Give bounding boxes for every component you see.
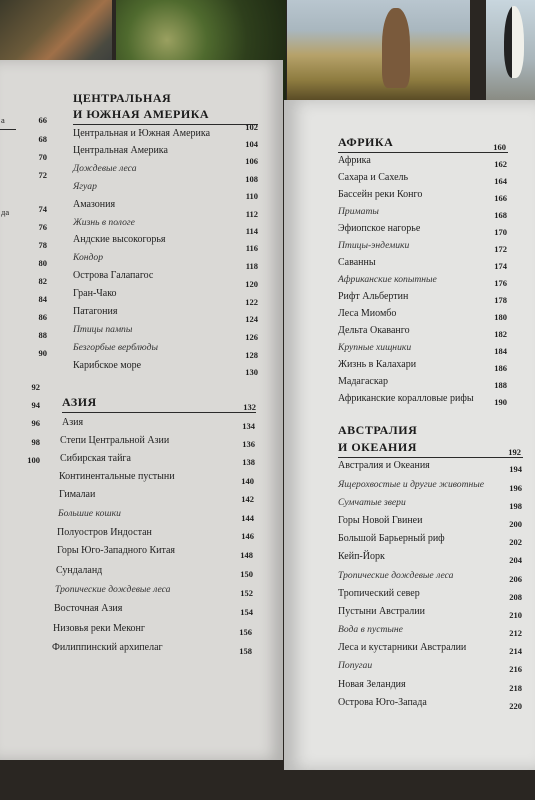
toc-entry-page: 142	[241, 494, 254, 504]
toc-entry-page: 164	[494, 176, 507, 186]
toc-entry-label: Дождевые леса	[73, 163, 137, 174]
toc-entry-page: 166	[494, 193, 507, 203]
toc-entry-label: Рифт Альбертин	[338, 291, 409, 302]
toc-entry-page: 176	[494, 278, 507, 288]
toc-entry-page: 144	[241, 513, 254, 523]
toc-entry-page: 214	[509, 646, 522, 656]
toc-entry-label: Тропический север	[338, 588, 420, 599]
toc-entry-label: Безгорбые верблюды	[73, 342, 158, 353]
toc-entry-page: 152	[240, 588, 253, 598]
toc-entry-label: Большой Барьерный риф	[338, 533, 445, 544]
penguin-photo	[486, 0, 535, 100]
toc-entry-label: Эфиопское нагорье	[338, 223, 421, 234]
toc-entry-page: 208	[509, 592, 522, 602]
toc-entry-label: Континентальные пустыни	[59, 471, 175, 482]
toc-entry-page: 198	[509, 501, 522, 511]
fragment-page: 80	[38, 258, 47, 268]
toc-entry-page: 124	[245, 314, 258, 324]
fragment-page: 98	[31, 437, 40, 447]
toc-entry-page: 194	[509, 464, 522, 474]
toc-entry-label: Кондор	[73, 252, 104, 263]
toc-entry-page: 110	[245, 191, 258, 201]
toc-entry-label: Гран-Чако	[73, 288, 117, 299]
toc-entry-label: Гималаи	[59, 489, 96, 500]
fragment-page: 84	[38, 294, 47, 304]
section-title-asia: АЗИЯ	[62, 395, 97, 409]
section-title-africa: АФРИКА	[338, 135, 394, 149]
toc-entry-page: 120	[245, 279, 258, 289]
toc-entry-label: Бассейн реки Конго	[338, 189, 423, 200]
toc-entry-page: 116	[245, 243, 258, 253]
fragment-page: 96	[31, 418, 40, 428]
fragment-rule	[0, 129, 16, 130]
toc-entry-label: Пустыни Австралии	[338, 606, 425, 617]
toc-entry-label: Африканские коралловые рифы	[338, 393, 474, 404]
toc-entry-label: Ягуар	[73, 181, 97, 192]
toc-entry-label: Тропические дождевые леса	[338, 570, 454, 581]
toc-entry-label: Горы Юго-Западного Китая	[57, 545, 176, 556]
toc-entry-page: 136	[242, 439, 255, 449]
toc-entry-label: Центральная Америка	[73, 145, 168, 156]
fragment-page: 72	[38, 170, 47, 180]
toc-entry-label: Крупные хищники	[338, 342, 412, 353]
toc-entry-page: 178	[494, 295, 507, 305]
section-title-australia-oceania-line2: И ОКЕАНИЯ	[338, 440, 417, 454]
toc-entry-page: 220	[509, 701, 522, 711]
toc-entry-page: 212	[509, 628, 522, 638]
section-title-central-south-america: ЦЕНТРАЛЬНАЯ	[73, 91, 172, 105]
toc-entry-label: Сумчатые звери	[338, 497, 406, 508]
toc-entry-label: Карибское море	[73, 360, 142, 371]
toc-entry-page: 182	[494, 329, 507, 339]
toc-entry-page: 206	[509, 574, 522, 584]
toc-entry-label: Птицы пампы	[73, 324, 133, 335]
toc-entry-page: 170	[494, 227, 507, 237]
kangaroo-photo	[287, 0, 470, 100]
toc-entry-label: Африка	[338, 155, 371, 166]
toc-entry-label: Большие кошки	[58, 508, 121, 519]
toc-entry-page: 184	[494, 346, 507, 356]
toc-entry-page: 126	[245, 332, 258, 342]
toc-entry-page: 180	[494, 312, 507, 322]
fragment-page: 100	[27, 455, 40, 465]
toc-entry-page: 134	[242, 421, 255, 431]
toc-entry-page: 102	[245, 122, 258, 132]
section-rule	[338, 152, 508, 153]
toc-entry-label: Сундаланд	[56, 565, 103, 576]
toc-entry-page: 104	[245, 139, 258, 149]
toc-entry-page: 112	[245, 209, 258, 219]
toc-entry-page: 162	[494, 159, 507, 169]
toc-entry-page: 154	[240, 607, 253, 617]
toc-entry-label: Жизнь в Калахари	[338, 359, 417, 370]
fragment-letter: да	[1, 207, 10, 217]
kangaroo-silhouette	[382, 8, 410, 88]
section-title-central-south-america-line2: И ЮЖНАЯ АМЕРИКА	[73, 107, 210, 121]
toc-entry-label: Низовья реки Меконг	[53, 623, 145, 634]
toc-entry-label: Дельта Окаванго	[338, 325, 410, 336]
fragment-page: 70	[38, 152, 47, 162]
toc-entry-label: Острова Галапагос	[73, 270, 154, 281]
toc-entry-label: Мадагаскар	[338, 376, 388, 387]
toc-entry-page: 106	[245, 156, 258, 166]
fragment-page: 78	[38, 240, 47, 250]
section-title-page: 192	[508, 447, 521, 457]
toc-entry-page: 148	[240, 550, 253, 560]
toc-entry-label: Австралия и Океания	[338, 460, 430, 471]
toc-entry-page: 146	[241, 531, 254, 541]
toc-entry-page: 190	[494, 397, 507, 407]
toc-entry-page: 204	[509, 555, 522, 565]
toc-entry-page: 122	[245, 297, 258, 307]
penguin-silhouette	[504, 6, 524, 78]
toc-entry-label: Попугаи	[338, 660, 373, 671]
section-title-page: 132	[243, 402, 256, 412]
toc-entry-page: 200	[509, 519, 522, 529]
toc-entry-page: 188	[494, 380, 507, 390]
section-title-australia-oceania: АВСТРАЛИЯ	[338, 423, 418, 437]
toc-entry-label: Горы Новой Гвинеи	[338, 515, 423, 526]
section-rule	[338, 457, 523, 458]
toc-entry-label: Леса и кустарники Австралии	[338, 642, 467, 653]
toc-entry-page: 210	[509, 610, 522, 620]
fragment-page: 76	[38, 222, 47, 232]
toc-entry-page: 140	[241, 476, 254, 486]
fragment-page: 66	[38, 115, 47, 125]
toc-entry-page: 150	[240, 569, 253, 579]
toc-entry-label: Филиппинский архипелаг	[52, 642, 163, 653]
toc-entry-label: Центральная и Южная Америка	[73, 128, 211, 139]
fragment-page: 86	[38, 312, 47, 322]
toc-entry-page: 130	[245, 367, 258, 377]
toc-entry-label: Кейп-Йорк	[338, 551, 385, 562]
toc-entry-label: Вода в пустыне	[338, 624, 403, 635]
toc-entry-label: Леса Миомбо	[338, 308, 397, 319]
toc-entry-page: 216	[509, 664, 522, 674]
toc-entry-label: Степи Центральной Азии	[60, 435, 170, 446]
toc-entry-page: 138	[242, 457, 255, 467]
toc-entry-page: 114	[245, 226, 258, 236]
toc-entry-label: Приматы	[338, 206, 379, 217]
fragment-page: 68	[38, 134, 47, 144]
toc-entry-label: Острова Юго-Запада	[338, 697, 427, 708]
toc-entry-label: Африканские копытные	[338, 274, 437, 285]
right-page	[284, 100, 535, 770]
section-title-page: 160	[493, 142, 506, 152]
toc-entry-page: 156	[239, 627, 252, 637]
toc-entry-page: 174	[494, 261, 507, 271]
toc-entry-label: Восточная Азия	[54, 603, 123, 614]
toc-entry-label: Птицы-эндемики	[338, 240, 410, 251]
toc-entry-label: Сахара и Сахель	[338, 172, 409, 183]
toc-entry-page: 186	[494, 363, 507, 373]
fragment-page: 88	[38, 330, 47, 340]
toc-entry-label: Азия	[62, 417, 84, 428]
fragment-page: 92	[31, 382, 40, 392]
toc-entry-label: Жизнь в пологе	[73, 217, 135, 228]
toc-entry-page: 196	[509, 483, 522, 493]
toc-entry-page: 168	[494, 210, 507, 220]
toc-entry-label: Новая Зеландия	[338, 679, 406, 690]
toc-entry-page: 118	[245, 261, 258, 271]
toc-entry-label: Саванны	[338, 257, 376, 268]
toc-entry-page: 158	[239, 646, 252, 656]
toc-entry-label: Полуостров Индостан	[57, 527, 152, 538]
toc-entry-page: 108	[245, 174, 258, 184]
toc-entry-label: Амазония	[73, 199, 116, 210]
fragment-page: 90	[38, 348, 47, 358]
section-rule	[73, 124, 258, 125]
fragment-page: 94	[31, 400, 40, 410]
section-rule	[62, 412, 256, 413]
fragment-page: 82	[38, 276, 47, 286]
toc-entry-label: Ящерохвостые и другие животные	[338, 479, 485, 490]
left-page	[0, 60, 283, 760]
toc-entry-page: 218	[509, 683, 522, 693]
fragment-page: 74	[38, 204, 47, 214]
toc-entry-label: Сибирская тайга	[60, 453, 131, 464]
toc-entry-page: 202	[509, 537, 522, 547]
toc-entry-label: Патагония	[73, 306, 118, 317]
fragment-letter: а	[1, 115, 5, 125]
toc-entry-page: 172	[494, 244, 507, 254]
toc-entry-page: 128	[245, 350, 258, 360]
toc-entry-label: Тропические дождевые леса	[55, 584, 171, 595]
toc-entry-label: Андские высокогорья	[73, 234, 166, 245]
